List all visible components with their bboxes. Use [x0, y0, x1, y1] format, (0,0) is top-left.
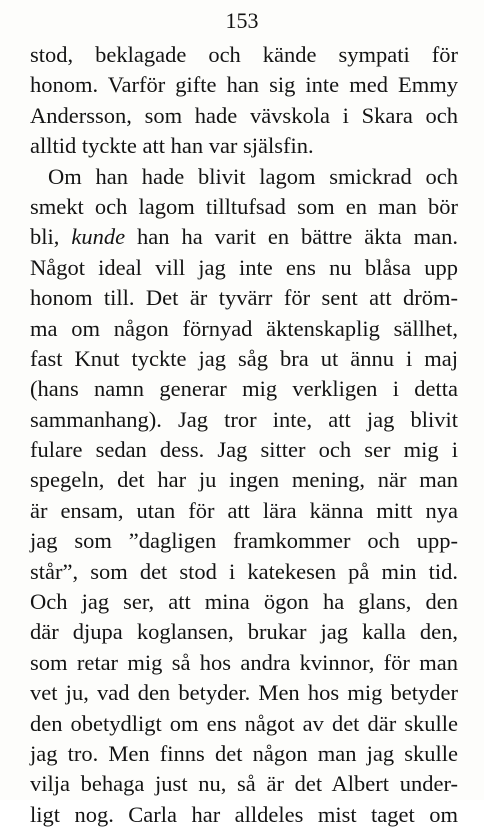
text-line: jag tro. Men finns det någon man jag skulle [30, 740, 458, 766]
text-line: smekt och lagom tilltufsad som en man bör [30, 193, 458, 219]
body-text [30, 40, 458, 830]
text-line: bli, kunde han ha varit en bättre äkta man. [30, 224, 458, 250]
text-line: (hans namn generar mig verkligen i detta [30, 376, 458, 402]
text-line: vet ju, vad den betyder. Men hos mig betyder [30, 680, 458, 706]
text-line: stod, beklagade och kände sympati för [30, 42, 458, 67]
text-line: som retar mig så hos andra kvinnor, för man [30, 649, 458, 675]
text-line: fast Knut tyckte jag såg bra ut ännu i maj [30, 345, 458, 371]
text-line: fulare sedan dess. Jag sitter och ser mig i [30, 437, 458, 463]
text-line: vilja behaga just nu, så är det Albert under- [30, 771, 458, 797]
text-line: Och jag ser, att mina ögon ha glans, den [30, 589, 458, 615]
page-number: 153 [225, 8, 259, 33]
text-line: honom. Varför gifte han sig inte med Emmy [30, 72, 458, 98]
text-line: jag som ”dagligen framkommer och upp- [30, 528, 458, 554]
text-line: ligt nog. Carla har alldeles mist taget om [30, 801, 458, 827]
text-line: är ensam, utan för att lära känna mitt nya [30, 497, 458, 523]
emphasized-word: kunde [71, 224, 126, 250]
text-line: honom till. Det är tyvärr för sent att dröm- [30, 285, 458, 311]
text-line: sammanhang). Jag tror inte, att jag blivit [30, 406, 458, 432]
text-line: Om han hade blivit lagom smickrad och [48, 163, 458, 189]
text-line: den obetydligt om ens något av det där skulle [30, 710, 458, 736]
text-line: där djupa koglansen, brukar jag kalla den, [30, 619, 458, 645]
text-line: ma om någon förnyad äktenskaplig sällhet, [30, 315, 458, 341]
text-line: Andersson, som hade vävskola i Skara och [30, 102, 458, 128]
text-line: alltid tyckte att han var själsfin. [30, 133, 314, 159]
text-line: spegeln, det har ju ingen mening, när man [30, 467, 458, 493]
text-line: står”, som det stod i katekesen på min tid. [30, 558, 458, 584]
text-line: Något ideal vill jag inte ens nu blåsa upp [30, 254, 458, 280]
